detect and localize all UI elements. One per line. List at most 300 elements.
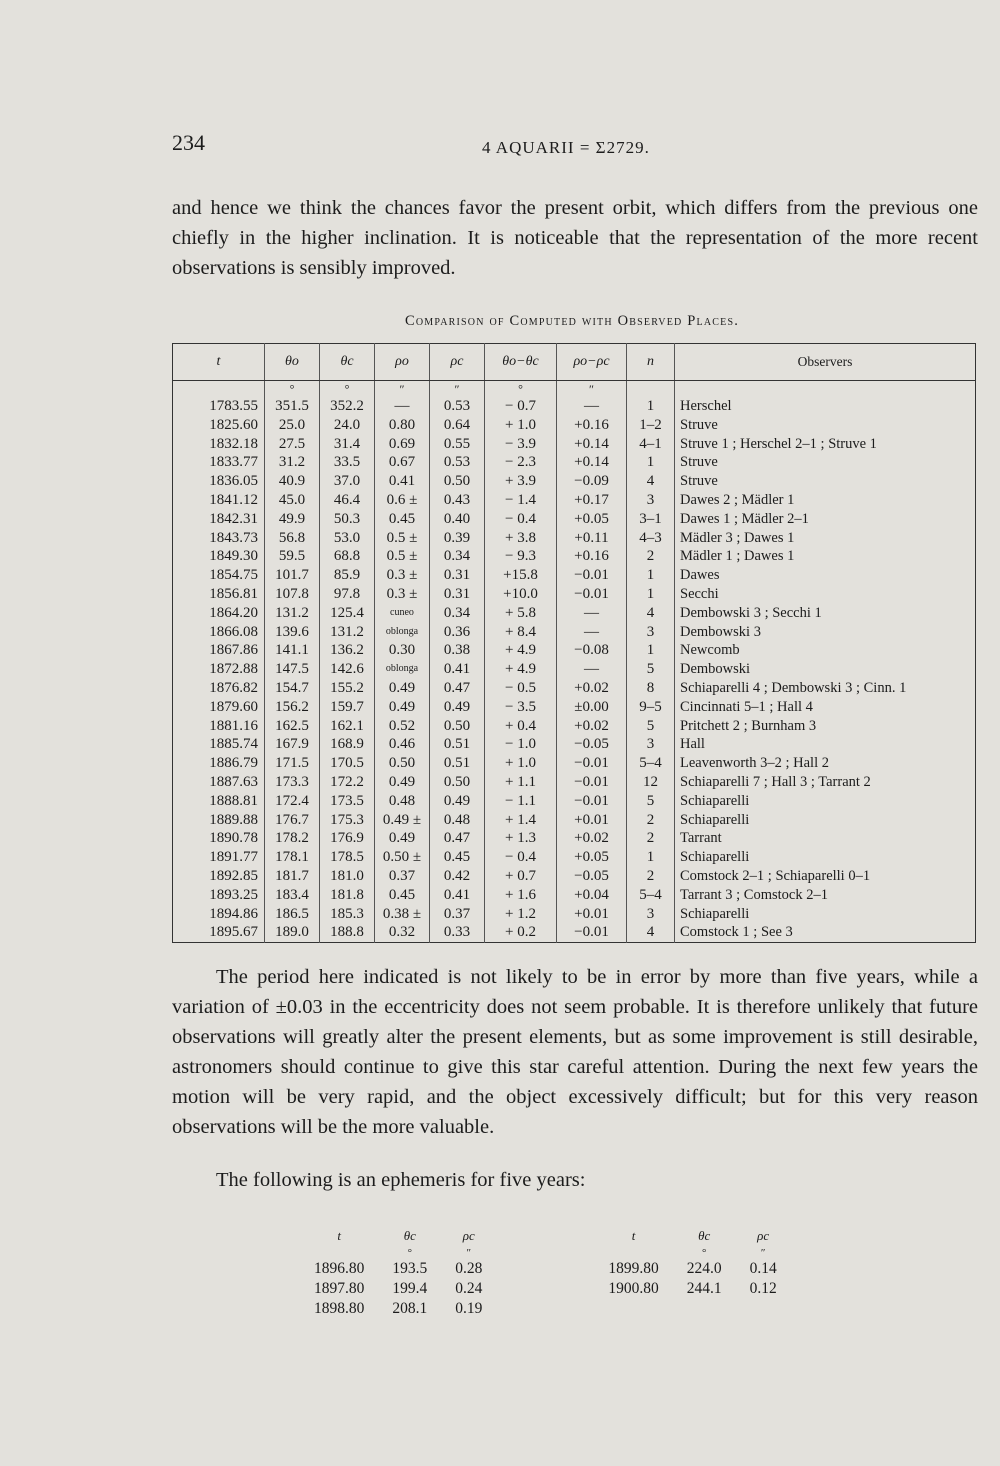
table-cell: Hall — [680, 736, 705, 753]
table-cell: 56.8 — [265, 529, 320, 548]
table-cell: 1836.05 — [173, 472, 265, 491]
table-cell: Dembowski 3 — [680, 623, 761, 640]
table-cell: 0.43 — [430, 491, 485, 510]
table-cell: 0.32 — [375, 923, 430, 942]
unit-cell — [173, 381, 265, 398]
table-cell: 131.2 — [265, 604, 320, 623]
table-cell: Herschel — [680, 398, 732, 414]
table-cell: +0.02 — [557, 717, 627, 736]
table-cell: 4 — [627, 604, 675, 623]
table-cell: 33.5 — [320, 453, 375, 472]
table-cell: 1895.67 — [173, 923, 265, 942]
table-cell: Dawes 1 ; Mädler 2–1 — [680, 510, 809, 527]
table-cell: 1866.08 — [173, 623, 265, 642]
table-caption: Comparison of Computed with Observed Places. — [404, 313, 740, 329]
column-header: n — [627, 344, 675, 381]
ephemeris-row — [300, 1279, 791, 1299]
table-cell: 162.1 — [320, 717, 375, 736]
table-cell: +0.05 — [557, 848, 627, 867]
table-cell: 68.8 — [320, 547, 375, 566]
table-cell: −0.01 — [557, 792, 627, 811]
table-cell: 0.41 — [430, 660, 485, 679]
page-header — [172, 130, 972, 170]
table-cell: 0.47 — [430, 829, 485, 848]
table-cell: 0.53 — [430, 453, 485, 472]
table-cell: +0.04 — [557, 886, 627, 905]
table-row — [173, 416, 976, 435]
table-row — [173, 623, 976, 642]
table-cell: 1885.74 — [173, 735, 265, 754]
table-row — [173, 773, 976, 792]
table-cell: 59.5 — [265, 547, 320, 566]
table-cell: Comstock 2–1 ; Schiaparelli 0–1 — [680, 867, 871, 884]
table-cell: 0.41 — [375, 472, 430, 491]
table-row — [173, 923, 976, 942]
table-cell: +0.11 — [557, 529, 627, 548]
ephemeris-cell: 1899.80 — [608, 1260, 659, 1277]
table-cell: 2 — [627, 867, 675, 886]
ephemeris-units-row — [300, 1247, 791, 1259]
table-cell: + 8.4 — [485, 623, 557, 642]
table-cell: 178.5 — [320, 848, 375, 867]
column-header: θo — [265, 344, 320, 381]
table-cell: Mädler 1 ; Dawes 1 — [680, 548, 795, 565]
ephemeris-header: θc — [403, 1228, 416, 1243]
table-cell: Schiaparelli — [680, 811, 750, 828]
table-cell: −0.01 — [557, 773, 627, 792]
ephemeris-table — [300, 1225, 791, 1319]
table-cell: 85.9 — [320, 566, 375, 585]
table-cell: Leavenworth 3–2 ; Hall 2 — [680, 755, 829, 772]
ephemeris-cell — [594, 1299, 672, 1319]
table-cell: Dawes — [680, 567, 720, 584]
column-header: θc — [320, 344, 375, 381]
paragraph-ephemeris-intro: The following is an ephemeris for five years: — [216, 1169, 586, 1191]
table-cell: + 5.8 — [485, 604, 557, 623]
table-cell: 0.80 — [375, 416, 430, 435]
ephemeris-header: ρc — [757, 1228, 770, 1243]
table-cell: 0.34 — [430, 547, 485, 566]
table-cell: 1 — [627, 397, 675, 416]
table-cell: 1886.79 — [173, 754, 265, 773]
table-cell: 1856.81 — [173, 585, 265, 604]
table-cell: 0.34 — [430, 604, 485, 623]
table-cell: +0.05 — [557, 510, 627, 529]
table-cell: 0.55 — [430, 435, 485, 454]
table-row — [173, 886, 976, 905]
table-cell: 0.67 — [375, 453, 430, 472]
table-cell: Secchi — [680, 585, 719, 602]
table-cell: 0.49 — [375, 679, 430, 698]
table-cell: 0.49 — [375, 829, 430, 848]
table-cell: 3 — [627, 491, 675, 510]
table-cell: 101.7 — [265, 566, 320, 585]
table-cell: 188.8 — [320, 923, 375, 942]
table-cell: 1891.77 — [173, 848, 265, 867]
table-cell: 183.4 — [265, 886, 320, 905]
table-cell: cuneo — [375, 604, 430, 623]
table-cell: 50.3 — [320, 510, 375, 529]
ephemeris-cell: 0.24 — [455, 1280, 483, 1297]
table-cell: 25.0 — [265, 416, 320, 435]
table-cell: 168.9 — [320, 735, 375, 754]
table-cell: Comstock 1 ; See 3 — [680, 924, 793, 941]
table-row — [173, 435, 976, 454]
column-header: ρo — [375, 344, 430, 381]
table-cell: Mädler 3 ; Dawes 1 — [680, 529, 795, 546]
table-cell: −0.09 — [557, 472, 627, 491]
table-cell: 1876.82 — [173, 679, 265, 698]
table-cell: 181.0 — [320, 867, 375, 886]
table-cell: 9–5 — [627, 698, 675, 717]
units-row — [173, 381, 976, 398]
table-row — [173, 566, 976, 585]
table-cell: oblonga — [375, 660, 430, 679]
ephemeris-header: ρc — [462, 1228, 475, 1243]
ephemeris-cell: 0.14 — [749, 1260, 777, 1277]
table-row — [173, 829, 976, 848]
table-row — [173, 604, 976, 623]
column-header: θo−θc — [485, 344, 557, 381]
table-cell: 0.37 — [375, 867, 430, 886]
table-cell: 1841.12 — [173, 491, 265, 510]
table-cell: 0.50 — [430, 773, 485, 792]
table-cell: 4–3 — [627, 529, 675, 548]
table-cell: 40.9 — [265, 472, 320, 491]
table-cell: 176.7 — [265, 811, 320, 830]
table-cell: 0.3 ± — [375, 566, 430, 585]
table-cell: 1842.31 — [173, 510, 265, 529]
ephemeris-body — [300, 1247, 791, 1319]
table-cell: −0.05 — [557, 735, 627, 754]
table-row — [173, 867, 976, 886]
table-cell: − 9.3 — [485, 547, 557, 566]
table-cell: 0.64 — [430, 416, 485, 435]
table-cell: 181.7 — [265, 867, 320, 886]
table-cell: 173.5 — [320, 792, 375, 811]
table-cell: 37.0 — [320, 472, 375, 491]
table-cell: 0.39 — [430, 529, 485, 548]
table-cell: 125.4 — [320, 604, 375, 623]
table-cell: 4 — [627, 472, 675, 491]
unit-cell: ″ — [375, 381, 430, 398]
table-cell: 1892.85 — [173, 867, 265, 886]
table-cell: +0.14 — [557, 453, 627, 472]
table-cell: Tarrant — [680, 830, 722, 847]
table-cell: 0.48 — [430, 811, 485, 830]
table-row — [173, 679, 976, 698]
table-cell: 139.6 — [265, 623, 320, 642]
ephemeris-cell: 0.19 — [455, 1300, 483, 1317]
table-cell: 0.38 ± — [375, 905, 430, 924]
table-cell: 4 — [627, 923, 675, 942]
table-cell: 0.53 — [430, 397, 485, 416]
table-cell: 185.3 — [320, 905, 375, 924]
table-cell: 0.50 — [430, 717, 485, 736]
table-cell: + 1.0 — [485, 416, 557, 435]
unit-cell — [675, 381, 976, 398]
table-cell: 1832.18 — [173, 435, 265, 454]
table-cell: 1825.60 — [173, 416, 265, 435]
table-cell: 0.51 — [430, 754, 485, 773]
table-cell: 0.49 — [375, 698, 430, 717]
ephemeris-cell: 0.28 — [455, 1260, 483, 1277]
table-cell: Struve 1 ; Herschel 2–1 ; Struve 1 — [680, 435, 877, 452]
table-cell: − 3.5 — [485, 698, 557, 717]
ephemeris-header: θc — [698, 1228, 711, 1243]
table-cell: Dawes 2 ; Mädler 1 — [680, 491, 795, 508]
table-cell: 1–2 — [627, 416, 675, 435]
table-cell: Pritchett 2 ; Burnham 3 — [680, 717, 817, 734]
table-cell: 5–4 — [627, 886, 675, 905]
ephemeris-cell: 1897.80 — [314, 1280, 365, 1297]
table-cell: Tarrant 3 ; Comstock 2–1 — [680, 886, 828, 903]
table-row — [173, 792, 976, 811]
spacer — [496, 1279, 594, 1299]
table-cell: 1888.81 — [173, 792, 265, 811]
table-cell: 0.46 — [375, 735, 430, 754]
table-cell: + 4.9 — [485, 641, 557, 660]
table-cell: 1890.78 — [173, 829, 265, 848]
table-row — [173, 472, 976, 491]
table-cell: 0.49 — [430, 698, 485, 717]
table-cell: 0.51 — [430, 735, 485, 754]
table-cell: 1893.25 — [173, 886, 265, 905]
table-cell: 186.5 — [265, 905, 320, 924]
table-row — [173, 717, 976, 736]
unit-cell: ° — [265, 381, 320, 398]
table-cell: 2 — [627, 811, 675, 830]
ephemeris-cell: 0.12 — [749, 1280, 777, 1297]
table-cell: 1 — [627, 453, 675, 472]
unit-cell — [627, 381, 675, 398]
table-cell: 0.49 ± — [375, 811, 430, 830]
table-cell: 0.69 — [375, 435, 430, 454]
unit-cell: ″ — [760, 1247, 766, 1259]
table-row — [173, 510, 976, 529]
table-cell: + 3.8 — [485, 529, 557, 548]
table-cell: −0.01 — [557, 754, 627, 773]
table-cell: Dembowski 3 ; Secchi 1 — [680, 604, 822, 621]
ephemeris-row — [300, 1299, 791, 1319]
table-cell: 1854.75 — [173, 566, 265, 585]
table-cell: + 0.4 — [485, 717, 557, 736]
table-cell: − 0.5 — [485, 679, 557, 698]
table-cell: + 1.1 — [485, 773, 557, 792]
ephemeris-cell: 1898.80 — [314, 1300, 365, 1317]
unit-cell — [594, 1247, 672, 1259]
table-cell: 1 — [627, 641, 675, 660]
table-cell: 181.8 — [320, 886, 375, 905]
table-cell: 175.3 — [320, 811, 375, 830]
table-cell: 31.4 — [320, 435, 375, 454]
table-cell: +0.16 — [557, 547, 627, 566]
table-cell: 155.2 — [320, 679, 375, 698]
table-cell: 0.33 — [430, 923, 485, 942]
table-cell: 0.38 — [430, 641, 485, 660]
unit-cell: ° — [485, 381, 557, 398]
table-cell: Struve — [680, 473, 718, 490]
column-header: t — [173, 344, 265, 381]
ephemeris-row — [300, 1259, 791, 1279]
table-cell: Struve — [680, 454, 718, 471]
table-row — [173, 660, 976, 679]
table-cell: 3–1 — [627, 510, 675, 529]
table-cell: −0.01 — [557, 585, 627, 604]
table-cell: 172.4 — [265, 792, 320, 811]
table-cell: 0.47 — [430, 679, 485, 698]
table-cell: − 1.1 — [485, 792, 557, 811]
table-cell: — — [557, 397, 627, 416]
table-cell: 4–1 — [627, 435, 675, 454]
spacer — [496, 1247, 594, 1259]
table-cell: 0.49 — [375, 773, 430, 792]
table-cell: 3 — [627, 905, 675, 924]
ephemeris-cell: 208.1 — [392, 1300, 428, 1317]
table-cell: 1 — [627, 848, 675, 867]
table-cell: 136.2 — [320, 641, 375, 660]
paragraph-period: The period here indicated is not likely to be in error by more than five years, while a variation of ±0.03 in the eccentricity does not seem probable. It is therefore unlikely that future observations will greatly alter the present elements, but as some improvement is still desirable, astronomers should continue to give this star careful attention. During the next few years the motion will be very rapid, and the object excessively difficult; but for this very reason observations will be the more valuable. — [172, 966, 978, 1138]
table-cell: Struve — [680, 416, 718, 433]
table-cell: 162.5 — [265, 717, 320, 736]
table-cell: − 3.9 — [485, 435, 557, 454]
table-cell: −0.01 — [557, 923, 627, 942]
table-cell: 3 — [627, 623, 675, 642]
table-cell: 351.5 — [265, 397, 320, 416]
table-cell: 167.9 — [265, 735, 320, 754]
table-row — [173, 529, 976, 548]
table-cell: 0.5 ± — [375, 529, 430, 548]
column-header: ρo−ρc — [557, 344, 627, 381]
table-cell: 0.31 — [430, 566, 485, 585]
table-cell: 1833.77 — [173, 453, 265, 472]
unit-cell: ″ — [430, 381, 485, 398]
table-cell: 1889.88 — [173, 811, 265, 830]
table-cell: Cincinnati 5–1 ; Hall 4 — [680, 698, 813, 715]
table-cell: 0.3 ± — [375, 585, 430, 604]
table-cell: + 0.2 — [485, 923, 557, 942]
table-cell: −0.01 — [557, 566, 627, 585]
table-cell: +10.0 — [485, 585, 557, 604]
table-cell: 0.40 — [430, 510, 485, 529]
ephemeris-cell: 1896.80 — [314, 1260, 365, 1277]
table-cell: 27.5 — [265, 435, 320, 454]
table-cell: +0.17 — [557, 491, 627, 510]
table-cell: 0.45 — [375, 886, 430, 905]
column-header: ρc — [430, 344, 485, 381]
table-cell: 189.0 — [265, 923, 320, 942]
ephemeris-cell — [673, 1299, 736, 1319]
table-row — [173, 735, 976, 754]
table-cell: Schiaparelli 4 ; Dembowski 3 ; Cinn. 1 — [680, 679, 907, 696]
table-cell: − 1.4 — [485, 491, 557, 510]
unit-cell: ″ — [557, 381, 627, 398]
table-cell: 0.50 — [375, 754, 430, 773]
table-cell: 0.48 — [375, 792, 430, 811]
table-cell: 0.5 ± — [375, 547, 430, 566]
table-cell: 0.31 — [430, 585, 485, 604]
table-cell: 141.1 — [265, 641, 320, 660]
ephemeris-header: t — [337, 1228, 341, 1243]
table-cell: −0.05 — [557, 867, 627, 886]
table-cell: 1872.88 — [173, 660, 265, 679]
table-row — [173, 547, 976, 566]
table-cell: 1864.20 — [173, 604, 265, 623]
unit-cell: ° — [320, 381, 375, 398]
table-cell: 31.2 — [265, 453, 320, 472]
table-cell: oblonga — [375, 623, 430, 642]
table-cell: + 3.9 — [485, 472, 557, 491]
unit-cell: ″ — [466, 1247, 472, 1259]
table-cell: + 1.3 — [485, 829, 557, 848]
table-cell: 171.5 — [265, 754, 320, 773]
table-cell: 1887.63 — [173, 773, 265, 792]
table-cell: + 0.7 — [485, 867, 557, 886]
table-cell: — — [557, 623, 627, 642]
table-cell: +0.16 — [557, 416, 627, 435]
table-cell: 1881.16 — [173, 717, 265, 736]
table-row — [173, 811, 976, 830]
column-header: Observers — [675, 344, 976, 381]
table-cell: 5 — [627, 792, 675, 811]
spacer — [496, 1259, 594, 1279]
table-cell: 53.0 — [320, 529, 375, 548]
table-cell: +0.01 — [557, 905, 627, 924]
table-header-row — [173, 344, 976, 381]
table-cell: 131.2 — [320, 623, 375, 642]
page-number: 234 — [172, 130, 205, 155]
table-cell: 0.41 — [430, 886, 485, 905]
unit-cell: ° — [701, 1247, 707, 1259]
ephemeris-header: t — [631, 1228, 636, 1243]
table-cell: Schiaparelli — [680, 792, 750, 809]
unit-cell: ° — [407, 1247, 413, 1259]
table-cell: Schiaparelli — [680, 905, 750, 922]
table-cell: 173.3 — [265, 773, 320, 792]
table-cell: ±0.00 — [557, 698, 627, 717]
table-cell: 24.0 — [320, 416, 375, 435]
table-cell: 2 — [627, 547, 675, 566]
table-cell: 49.9 — [265, 510, 320, 529]
table-row — [173, 397, 976, 416]
ephemeris-cell: 193.5 — [392, 1260, 428, 1277]
table-cell: +0.02 — [557, 679, 627, 698]
ephemeris-cell: 244.1 — [686, 1280, 722, 1297]
table-cell: 0.50 — [430, 472, 485, 491]
table-row — [173, 453, 976, 472]
table-cell: 5 — [627, 717, 675, 736]
table-cell: 0.52 — [375, 717, 430, 736]
table-cell: 107.8 — [265, 585, 320, 604]
table-cell: 5 — [627, 660, 675, 679]
table-cell: − 0.4 — [485, 848, 557, 867]
table-cell: 154.7 — [265, 679, 320, 698]
table-cell: 176.9 — [320, 829, 375, 848]
running-head: 4 AQUARII = Σ2729. — [482, 138, 650, 157]
table-cell: − 2.3 — [485, 453, 557, 472]
paragraph-intro: and hence we think the chances favor the present orbit, which differs from the previous one chiefly in the higher inclination. It is noticeable that the representation of the more recent observations is sensibly improved. — [172, 197, 978, 279]
table-cell: 159.7 — [320, 698, 375, 717]
table-cell: Schiaparelli 7 ; Hall 3 ; Tarrant 2 — [680, 773, 871, 790]
table-row — [173, 754, 976, 773]
unit-cell — [300, 1247, 378, 1259]
table-cell: − 0.7 — [485, 397, 557, 416]
table-row — [173, 491, 976, 510]
table-cell: 1843.73 — [173, 529, 265, 548]
table-cell: — — [375, 397, 430, 416]
table-cell: 0.37 — [430, 905, 485, 924]
table-cell: 1879.60 — [173, 698, 265, 717]
